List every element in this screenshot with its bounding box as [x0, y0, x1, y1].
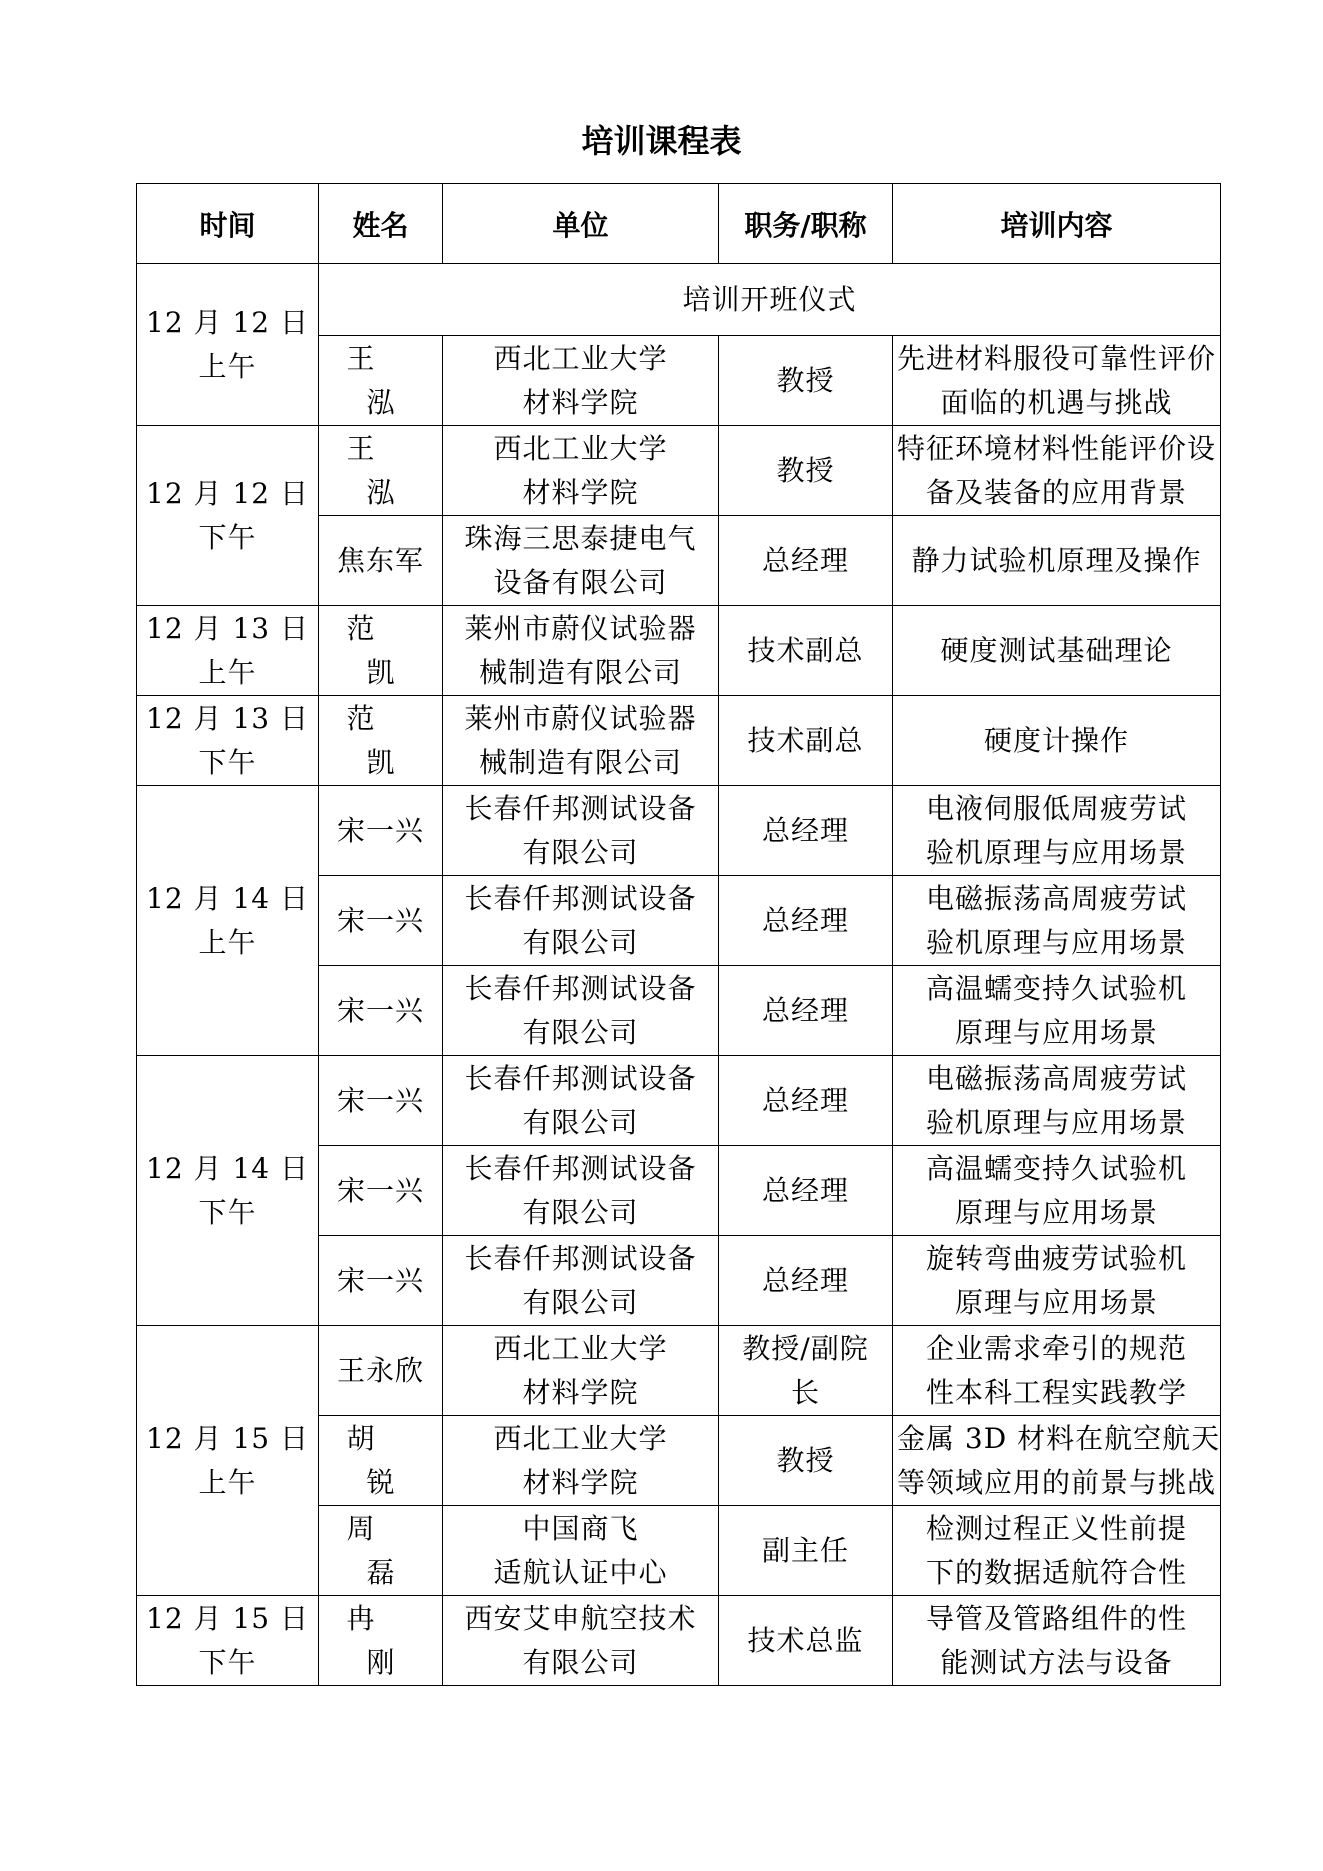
unit-cell-line: 有限公司 [522, 1015, 639, 1049]
header-time: 时间 [137, 184, 319, 264]
content-cell-line: 硬度测试基础理论 [940, 633, 1173, 667]
header-name: 姓名 [319, 184, 443, 264]
position-cell-line: 教授 [776, 363, 835, 397]
content-cell-line: 备及装备的应用背景 [925, 475, 1187, 509]
content-cell [893, 1596, 1221, 1686]
unit-cell [443, 696, 719, 786]
unit-cell-line: 有限公司 [522, 1195, 639, 1229]
position-cell [719, 1056, 893, 1146]
table-row [137, 606, 1221, 696]
position-cell [719, 786, 893, 876]
speaker-name-cell [319, 1146, 443, 1236]
time-slot-cell-line: 12 月 13 日 [146, 701, 309, 735]
unit-cell-line: 长春仟邦测试设备 [464, 1061, 697, 1095]
time-slot-cell-line: 12 月 13 日 [146, 611, 309, 645]
position-cell-line: 总经理 [761, 993, 849, 1027]
time-slot-cell-line: 12 月 14 日 [146, 881, 309, 915]
content-cell [893, 606, 1221, 696]
table-row [137, 1056, 1221, 1146]
content-cell [893, 966, 1221, 1056]
time-slot-cell [137, 696, 319, 786]
time-slot-cell-line: 下午 [198, 1645, 257, 1679]
unit-cell [443, 786, 719, 876]
content-cell-line: 能测试方法与设备 [940, 1645, 1173, 1679]
unit-cell-line: 有限公司 [522, 1645, 639, 1679]
content-cell-line: 特征环境材料性能评价设 [897, 431, 1217, 465]
time-slot-cell-line: 下午 [198, 520, 257, 554]
speaker-name: 胡锐 [346, 1421, 435, 1499]
time-slot-cell [137, 1596, 319, 1686]
position-cell [719, 426, 893, 516]
time-slot-cell-line: 12 月 12 日 [146, 476, 309, 510]
unit-cell-line: 有限公司 [522, 835, 639, 869]
position-cell-line: 总经理 [761, 543, 849, 577]
header-unit: 单位 [443, 184, 719, 264]
unit-cell [443, 606, 719, 696]
unit-cell-line: 西北工业大学 [493, 341, 668, 375]
content-cell [893, 696, 1221, 786]
speaker-name-cell [319, 1596, 443, 1686]
unit-cell [443, 966, 719, 1056]
unit-cell-line: 有限公司 [522, 1105, 639, 1139]
speaker-name: 宋一兴 [336, 1173, 424, 1207]
unit-cell [443, 1326, 719, 1416]
table-row [137, 696, 1221, 786]
unit-cell-line: 莱州市蔚仪试验器 [464, 701, 697, 735]
unit-cell-line: 长春仟邦测试设备 [464, 1151, 697, 1185]
unit-cell-line: 中国商飞 [522, 1511, 639, 1545]
position-cell-line: 总经理 [761, 903, 849, 937]
speaker-name-cell [319, 876, 443, 966]
position-cell-line: 教授 [776, 453, 835, 487]
unit-cell [443, 516, 719, 606]
speaker-name: 王永欣 [336, 1353, 424, 1387]
schedule-table [136, 183, 1221, 1686]
header-position: 职务/职称 [719, 184, 893, 264]
ceremony-row [137, 264, 1221, 336]
content-cell [893, 1236, 1221, 1326]
time-slot-cell [137, 426, 319, 606]
unit-cell-line: 长春仟邦测试设备 [464, 971, 697, 1005]
content-cell [893, 786, 1221, 876]
unit-cell-line: 珠海三思泰捷电气 [464, 521, 697, 555]
content-cell [893, 516, 1221, 606]
time-slot-cell-line: 12 月 15 日 [146, 1421, 309, 1455]
table-row [137, 786, 1221, 876]
speaker-name: 王泓 [346, 431, 435, 509]
speaker-name-cell [319, 1236, 443, 1326]
content-cell [893, 336, 1221, 426]
unit-cell-line: 材料学院 [522, 1375, 639, 1409]
unit-cell-line: 莱州市蔚仪试验器 [464, 611, 697, 645]
position-cell-line: 教授/副院 [742, 1331, 869, 1365]
unit-cell [443, 426, 719, 516]
content-cell-line: 面临的机遇与挑战 [940, 385, 1173, 419]
time-slot-cell [137, 786, 319, 1056]
content-cell-line: 检测过程正义性前提 [925, 1511, 1187, 1545]
position-cell [719, 696, 893, 786]
position-cell [719, 1146, 893, 1236]
time-slot-cell-line: 12 月 15 日 [146, 1601, 309, 1635]
table-row [137, 426, 1221, 516]
content-cell-line: 下的数据适航符合性 [925, 1555, 1187, 1589]
speaker-name-cell [319, 1506, 443, 1596]
unit-cell-line: 械制造有限公司 [478, 745, 682, 779]
speaker-name-cell [319, 1416, 443, 1506]
speaker-name: 宋一兴 [336, 1263, 424, 1297]
unit-cell-line: 西北工业大学 [493, 431, 668, 465]
content-cell-line: 金属 3D 材料在航空航天 [897, 1421, 1221, 1455]
content-cell [893, 1416, 1221, 1506]
unit-cell-line: 有限公司 [522, 925, 639, 959]
speaker-name-cell [319, 966, 443, 1056]
speaker-name-cell [319, 696, 443, 786]
position-cell-line: 副主任 [761, 1533, 849, 1567]
position-cell-line: 总经理 [761, 813, 849, 847]
content-cell-line: 静力试验机原理及操作 [911, 543, 1202, 577]
position-cell-line: 技术副总 [747, 723, 864, 757]
time-slot-cell [137, 1326, 319, 1596]
unit-cell [443, 336, 719, 426]
position-cell-line: 长 [790, 1375, 820, 1409]
position-cell [719, 1596, 893, 1686]
header-content: 培训内容 [893, 184, 1221, 264]
speaker-name-cell [319, 786, 443, 876]
content-cell-line: 电磁振荡高周疲劳试 [925, 1061, 1187, 1095]
content-cell-line: 原理与应用场景 [954, 1015, 1158, 1049]
speaker-name: 宋一兴 [336, 903, 424, 937]
table-row [137, 1596, 1221, 1686]
table-row [137, 1326, 1221, 1416]
page-title: 培训课程表 [581, 122, 742, 160]
content-cell-line: 原理与应用场景 [954, 1285, 1158, 1319]
content-cell-line: 企业需求牵引的规范 [925, 1331, 1187, 1365]
position-cell [719, 876, 893, 966]
position-cell [719, 1506, 893, 1596]
speaker-name: 范凯 [346, 611, 435, 689]
position-cell-line: 技术总监 [747, 1623, 864, 1657]
unit-cell [443, 1596, 719, 1686]
content-cell [893, 426, 1221, 516]
position-cell-line: 教授 [776, 1443, 835, 1477]
position-cell-line: 技术副总 [747, 633, 864, 667]
header-row [137, 184, 1221, 264]
position-cell [719, 606, 893, 696]
time-slot-cell-line: 上午 [198, 925, 257, 959]
speaker-name: 宋一兴 [336, 813, 424, 847]
unit-cell [443, 1056, 719, 1146]
position-cell [719, 1236, 893, 1326]
content-cell-line: 高温蠕变持久试验机 [925, 1151, 1187, 1185]
unit-cell-line: 有限公司 [522, 1285, 639, 1319]
unit-cell-line: 设备有限公司 [493, 565, 668, 599]
unit-cell-line: 西安艾申航空技术 [464, 1601, 697, 1635]
time-slot-cell-line: 上午 [198, 1465, 257, 1499]
unit-cell-line: 西北工业大学 [493, 1421, 668, 1455]
content-cell-line: 电磁振荡高周疲劳试 [925, 881, 1187, 915]
speaker-name: 周磊 [346, 1511, 435, 1589]
speaker-name-cell [319, 516, 443, 606]
time-slot-cell-line: 12 月 14 日 [146, 1151, 309, 1185]
content-cell-line: 硬度计操作 [983, 723, 1129, 757]
unit-cell [443, 1506, 719, 1596]
unit-cell-line: 材料学院 [522, 1465, 639, 1499]
content-cell [893, 876, 1221, 966]
time-slot-cell-line: 上午 [198, 655, 257, 689]
position-cell [719, 966, 893, 1056]
unit-cell-line: 西北工业大学 [493, 1331, 668, 1365]
content-cell [893, 1506, 1221, 1596]
position-cell-line: 总经理 [761, 1083, 849, 1117]
speaker-name-cell [319, 1056, 443, 1146]
schedule-body [137, 264, 1221, 1686]
time-slot-cell-line: 上午 [198, 349, 257, 383]
content-cell-line: 验机原理与应用场景 [925, 835, 1187, 869]
content-cell-line: 验机原理与应用场景 [925, 1105, 1187, 1139]
speaker-name: 范凯 [346, 701, 435, 779]
time-slot-cell [137, 606, 319, 696]
position-cell [719, 1416, 893, 1506]
unit-cell-line: 长春仟邦测试设备 [464, 881, 697, 915]
content-cell-line: 旋转弯曲疲劳试验机 [925, 1241, 1187, 1275]
unit-cell-line: 长春仟邦测试设备 [464, 791, 697, 825]
speaker-name-cell [319, 336, 443, 426]
time-slot-cell [137, 264, 319, 426]
content-cell [893, 1326, 1221, 1416]
speaker-name: 宋一兴 [336, 993, 424, 1027]
unit-cell-line: 械制造有限公司 [478, 655, 682, 689]
ceremony-cell: 培训开班仪式 [319, 264, 1221, 336]
position-cell [719, 336, 893, 426]
unit-cell [443, 1236, 719, 1326]
content-cell [893, 1146, 1221, 1236]
content-cell [893, 1056, 1221, 1146]
content-cell-line: 原理与应用场景 [954, 1195, 1158, 1229]
content-cell-line: 验机原理与应用场景 [925, 925, 1187, 959]
position-cell-line: 总经理 [761, 1173, 849, 1207]
unit-cell-line: 适航认证中心 [493, 1555, 668, 1589]
unit-cell [443, 876, 719, 966]
time-slot-cell-line: 下午 [198, 1195, 257, 1229]
position-cell [719, 516, 893, 606]
unit-cell [443, 1416, 719, 1506]
unit-cell [443, 1146, 719, 1236]
speaker-name-cell [319, 606, 443, 696]
speaker-name: 宋一兴 [336, 1083, 424, 1117]
speaker-name: 冉刚 [346, 1601, 435, 1679]
time-slot-cell [137, 1056, 319, 1326]
content-cell-line: 先进材料服役可靠性评价 [897, 341, 1217, 375]
content-cell-line: 等领域应用的前景与挑战 [897, 1465, 1217, 1499]
content-cell-line: 导管及管路组件的性 [925, 1601, 1187, 1635]
time-slot-cell-line: 下午 [198, 745, 257, 779]
content-cell-line: 高温蠕变持久试验机 [925, 971, 1187, 1005]
unit-cell-line: 长春仟邦测试设备 [464, 1241, 697, 1275]
speaker-name: 王泓 [346, 341, 435, 419]
position-cell [719, 1326, 893, 1416]
unit-cell-line: 材料学院 [522, 385, 639, 419]
time-slot-cell-line: 12 月 12 日 [146, 305, 309, 339]
content-cell-line: 性本科工程实践教学 [925, 1375, 1187, 1409]
speaker-name-cell [319, 426, 443, 516]
speaker-name-cell [319, 1326, 443, 1416]
content-cell-line: 电液伺服低周疲劳试 [925, 791, 1187, 825]
position-cell-line: 总经理 [761, 1263, 849, 1297]
unit-cell-line: 材料学院 [522, 475, 639, 509]
speaker-name: 焦东军 [336, 543, 424, 577]
